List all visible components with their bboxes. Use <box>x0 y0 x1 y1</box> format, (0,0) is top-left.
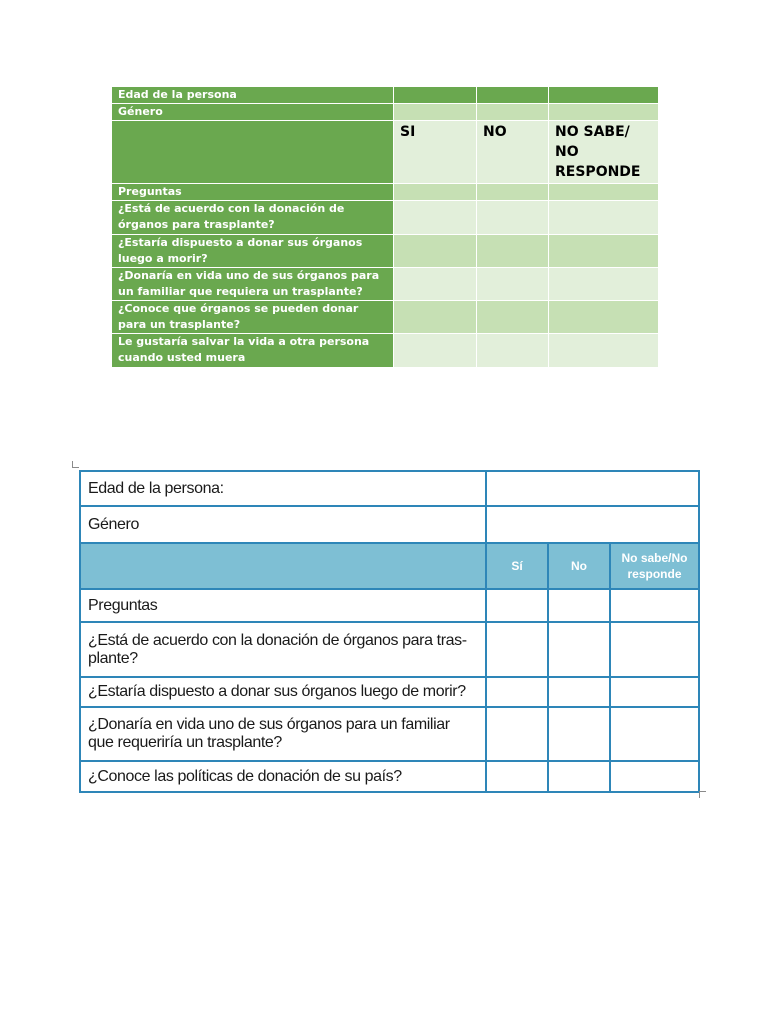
header-blank-cell <box>112 121 394 184</box>
row-label-preguntas: Preguntas <box>80 589 486 622</box>
answer-cell[interactable] <box>394 184 477 201</box>
answer-cell[interactable] <box>548 677 610 707</box>
column-header-si: SI <box>394 121 477 184</box>
table-row <box>112 104 659 121</box>
answer-cell[interactable] <box>394 334 477 368</box>
table-anchor-mark <box>72 461 79 468</box>
answer-cell[interactable] <box>477 104 549 121</box>
header-blank-cell <box>80 543 486 589</box>
question-text: ¿Está de acuerdo con la donación de órganos para tras-plante? <box>80 622 486 677</box>
answer-cell[interactable] <box>549 201 659 235</box>
answer-cell[interactable] <box>549 235 659 268</box>
answer-cell[interactable] <box>548 707 610 761</box>
answer-cell[interactable] <box>394 87 477 104</box>
question-text: ¿Estaría dispuesto a donar sus órganos luego a morir? <box>112 235 394 268</box>
answer-cell[interactable] <box>477 184 549 201</box>
answer-cell[interactable] <box>549 87 659 104</box>
question-row <box>80 622 699 677</box>
answer-field-edad[interactable] <box>486 471 699 506</box>
answer-cell[interactable] <box>486 589 548 622</box>
table-row <box>80 589 699 622</box>
row-label-edad: Edad de la persona: <box>80 471 486 506</box>
answer-cell[interactable] <box>610 622 699 677</box>
answer-cell[interactable] <box>549 184 659 201</box>
survey-table-blue <box>79 470 700 793</box>
row-label-genero: Género <box>112 104 394 121</box>
answer-cell[interactable] <box>610 677 699 707</box>
answer-cell[interactable] <box>548 761 610 792</box>
question-text: ¿Donaría en vida uno de sus órganos para un familiar que requeriría un trasplante? <box>80 707 486 761</box>
answer-cell[interactable] <box>394 301 477 334</box>
table-row <box>112 87 659 104</box>
table-header-row <box>80 543 699 589</box>
question-row <box>80 707 699 761</box>
question-text: ¿Estaría dispuesto a donar sus órganos luego de morir? <box>80 677 486 707</box>
answer-cell[interactable] <box>394 104 477 121</box>
question-row <box>112 235 659 268</box>
column-header-no-sabe: No sabe/No responde <box>610 543 699 589</box>
question-text: ¿Conoce que órganos se pueden donar para un trasplante? <box>112 301 394 334</box>
column-header-no-sabe: NO SABE/ NO RESPONDE <box>549 121 659 184</box>
answer-cell[interactable] <box>394 201 477 235</box>
table-row <box>80 471 699 506</box>
question-row <box>112 268 659 301</box>
answer-cell[interactable] <box>477 87 549 104</box>
table-header-row <box>112 121 659 184</box>
answer-cell[interactable] <box>548 589 610 622</box>
question-row <box>80 677 699 707</box>
answer-cell[interactable] <box>549 104 659 121</box>
answer-cell[interactable] <box>486 707 548 761</box>
table-row <box>112 184 659 201</box>
answer-cell[interactable] <box>477 301 549 334</box>
column-header-no: No <box>548 543 610 589</box>
survey-table-blue-wrapper <box>79 470 700 793</box>
survey-table-green <box>111 86 659 368</box>
answer-cell[interactable] <box>394 235 477 268</box>
question-text: Le gustaría salvar la vida a otra persona cuando usted muera <box>112 334 394 368</box>
answer-cell[interactable] <box>549 301 659 334</box>
answer-cell[interactable] <box>477 235 549 268</box>
answer-cell[interactable] <box>486 761 548 792</box>
question-text: ¿Conoce las políticas de donación de su país? <box>80 761 486 792</box>
answer-cell[interactable] <box>549 334 659 368</box>
answer-cell[interactable] <box>549 268 659 301</box>
answer-cell[interactable] <box>610 589 699 622</box>
question-text: ¿Donaría en vida uno de sus órganos para un familiar que requiera un trasplante? <box>112 268 394 301</box>
row-label-edad: Edad de la persona <box>112 87 394 104</box>
answer-cell[interactable] <box>610 707 699 761</box>
answer-cell[interactable] <box>486 677 548 707</box>
answer-cell[interactable] <box>486 622 548 677</box>
question-row <box>112 201 659 235</box>
answer-cell[interactable] <box>477 268 549 301</box>
answer-cell[interactable] <box>394 268 477 301</box>
question-row <box>112 334 659 368</box>
row-label-preguntas: Preguntas <box>112 184 394 201</box>
answer-cell[interactable] <box>548 622 610 677</box>
question-text: ¿Está de acuerdo con la donación de órganos para trasplante? <box>112 201 394 235</box>
table-end-mark <box>699 791 706 798</box>
table-row <box>80 506 699 543</box>
answer-cell[interactable] <box>477 201 549 235</box>
answer-cell[interactable] <box>610 761 699 792</box>
column-header-no: NO <box>477 121 549 184</box>
answer-cell[interactable] <box>477 334 549 368</box>
column-header-si: Sí <box>486 543 548 589</box>
question-row <box>80 761 699 792</box>
question-row <box>112 301 659 334</box>
row-label-genero: Género <box>80 506 486 543</box>
answer-field-genero[interactable] <box>486 506 699 543</box>
